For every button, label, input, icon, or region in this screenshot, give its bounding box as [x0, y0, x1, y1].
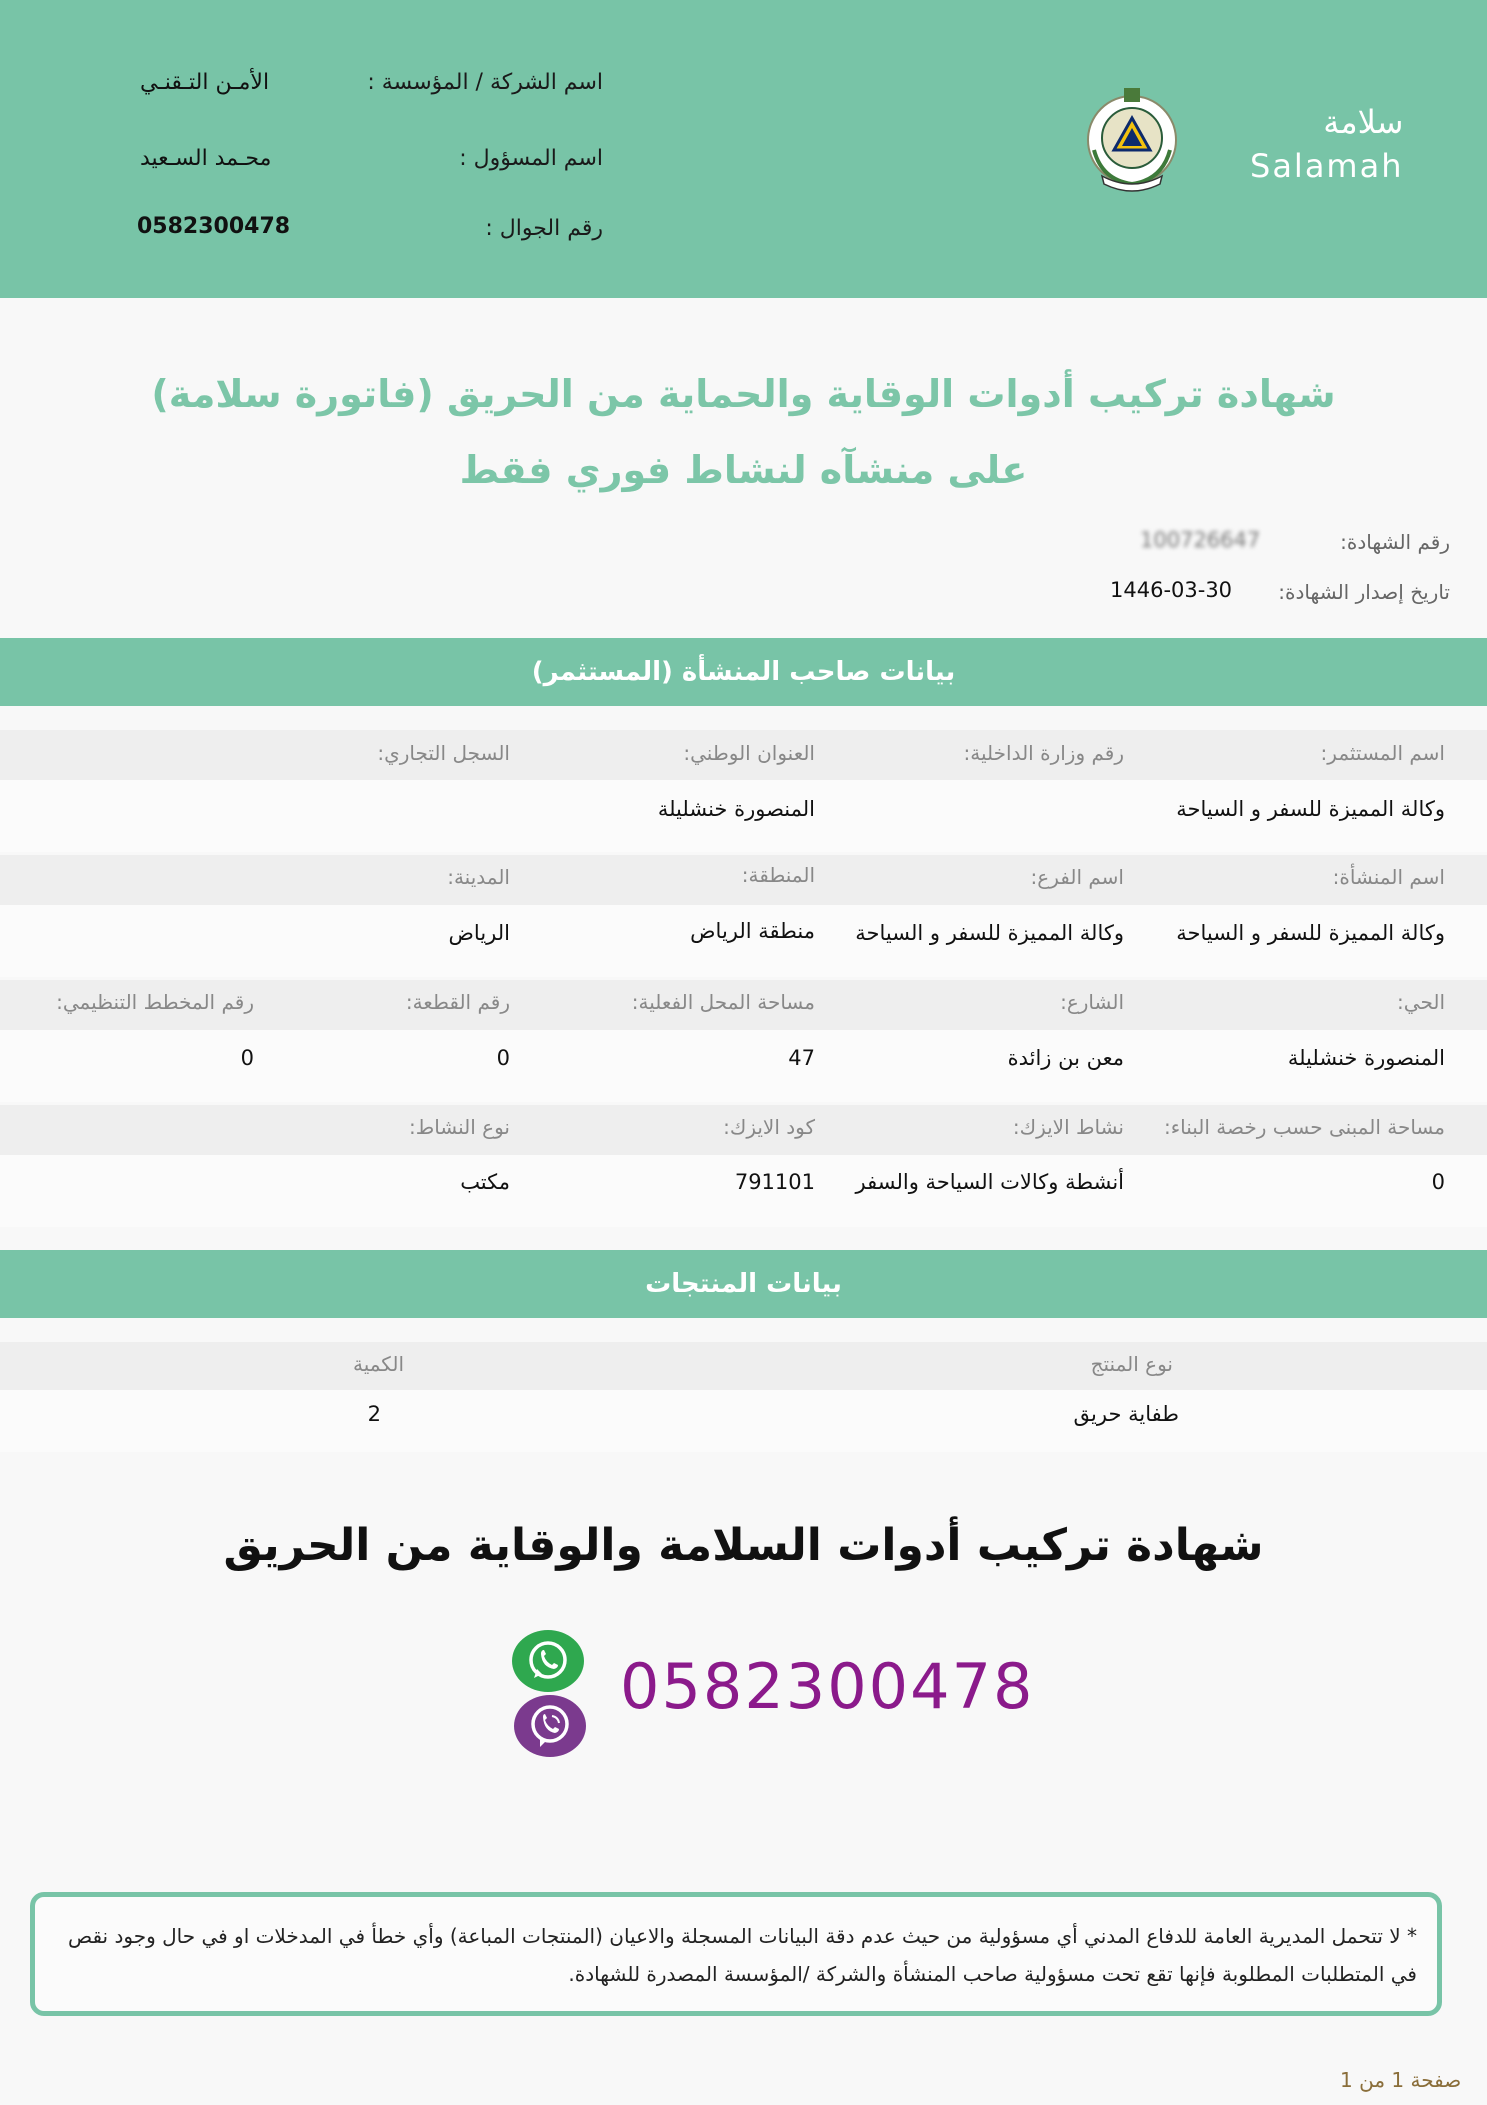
isic-code-value: 791101 [734, 1170, 815, 1194]
district-value: المنصورة خنشليلة [1287, 1046, 1445, 1070]
cert-date-value: 1446-03-30 [1110, 578, 1233, 602]
cert-date-label: تاريخ إصدار الشهادة: [1278, 580, 1450, 604]
mobile-label: رقم الجوال : [485, 216, 603, 241]
product-row [0, 1390, 1487, 1452]
facility-name-value: وكالة المميزة للسفر و السياحة [1176, 921, 1445, 945]
brand-english: Salamah [1250, 147, 1404, 185]
activity-type-value: مكتب [460, 1170, 510, 1194]
product-qty-value: 2 [367, 1402, 381, 1426]
certificate-title-line1: شهادة تركيب أدوات الوقاية والحماية من الحريق (فاتورة سلامة) [151, 372, 1336, 416]
national-address-label: العنوان الوطني: [683, 741, 815, 765]
street-value: معن بن زائدة [1007, 1046, 1124, 1070]
district-label: الحي: [1397, 990, 1445, 1014]
quantity-column-header: الكمية [352, 1352, 404, 1376]
brand-block [1250, 100, 1403, 188]
moi-number-label: رقم وزارة الداخلية: [963, 741, 1124, 765]
isic-code-label: كود الايزك: [723, 1115, 815, 1139]
header-bar [0, 0, 1487, 298]
responsible-value: محـمد السـعيد [140, 146, 272, 171]
civil-defense-emblem-icon [1072, 80, 1192, 200]
building-area-value: 0 [1431, 1170, 1445, 1194]
shop-area-label: مساحة المحل الفعلية: [631, 990, 815, 1014]
plan-number-value: 0 [240, 1046, 254, 1070]
mobile-value: 0582300478 [137, 214, 291, 239]
viber-icon [512, 1693, 588, 1759]
investor-name-label: اسم المستثمر: [1320, 741, 1445, 765]
building-area-label: مساحة المبنى حسب رخصة البناء: [1163, 1115, 1445, 1139]
region-label: المنطقة: [741, 863, 815, 887]
street-label: الشارع: [1060, 990, 1124, 1014]
branch-name-value: وكالة المميزة للسفر و السياحة [855, 921, 1124, 945]
isic-activity-value: أنشطة وكالات السياحة والسفر [855, 1170, 1124, 1194]
products-header-row [0, 1342, 1487, 1390]
plot-number-value: 0 [496, 1046, 510, 1070]
whatsapp-icon [510, 1628, 586, 1694]
national-address-value: المنصورة خنشليلة [657, 797, 815, 821]
branch-name-label: اسم الفرع: [1030, 865, 1124, 889]
disclaimer-text: * لا تتحمل المديرية العامة للدفاع المدني أي مسؤولية من حيث عدم دقة البيانات المسجلة والاعيان (المنتجات المباعة) وأي خطأ في المدخلات او في حال وجود نقص في المتطلبات المطلوبة فإنها تقع تحت مسؤولية صاحب المنشأة والشركة /المؤسسة المصدرة للشهادة. [67, 1924, 1417, 1986]
plan-number-label: رقم المخطط التنظيمي: [56, 990, 254, 1014]
region-value: منطقة الرياض [690, 919, 815, 943]
products-section-heading: بيانات المنتجات [0, 1250, 1487, 1318]
brand-arabic: سلامة [1323, 103, 1404, 141]
company-value: الأمـن التـقنـي [140, 70, 270, 95]
activity-type-label: نوع النشاط: [408, 1115, 510, 1139]
city-value: الرياض [448, 921, 510, 945]
shop-area-value: 47 [788, 1046, 815, 1070]
disclaimer-box [30, 1892, 1442, 2016]
plot-number-label: رقم القطعة: [405, 990, 510, 1014]
page-number: صفحة 1 من 1 [1340, 2068, 1462, 2092]
facility-name-label: اسم المنشأة: [1332, 865, 1445, 889]
company-label: اسم الشركة / المؤسسة : [367, 70, 603, 95]
cert-number-value: 100726647 [1140, 528, 1261, 552]
responsible-label: اسم المسؤول : [459, 146, 603, 171]
owner-section-heading: بيانات صاحب المنشأة (المستثمر) [0, 638, 1487, 706]
isic-activity-label: نشاط الايزك: [1012, 1115, 1124, 1139]
product-type-column-header: نوع المنتج [1090, 1352, 1173, 1376]
certificate-title-line2: على منشآه لنشاط فوري فقط [459, 448, 1028, 492]
promo-title: شهادة تركيب أدوات السلامة والوقاية من الحريق [223, 1520, 1264, 1571]
investor-name-value: وكالة المميزة للسفر و السياحة [1176, 797, 1445, 821]
city-label: المدينة: [447, 865, 510, 889]
commercial-register-label: السجل التجاري: [377, 741, 510, 765]
owner-row-3-values [0, 1030, 1487, 1102]
product-type-value: طفاية حريق [1073, 1402, 1179, 1426]
cert-number-label: رقم الشهادة: [1340, 530, 1450, 554]
promo-phone-number[interactable]: 0582300478 [620, 1650, 1035, 1723]
